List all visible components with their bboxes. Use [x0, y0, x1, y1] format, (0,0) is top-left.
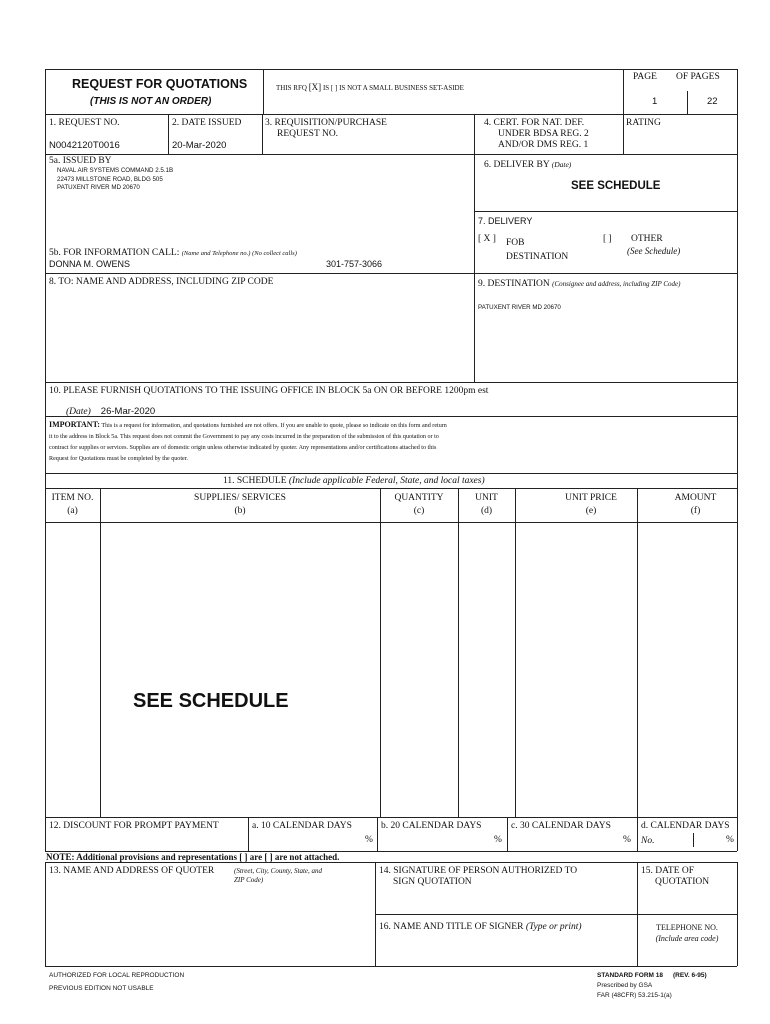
total-pages: 22	[707, 96, 718, 107]
discount-30-days[interactable]: c. 30 CALENDAR DAYS	[511, 821, 611, 831]
important-notice: IMPORTANT: This is a request for information, and quotations furnished are not offers. If you are unable to quote, please so indicate on this form and return it to the address in Block 5a. This request does not commit the Government to pay any costs incurred in the preparation of the submission of this quotation or to contract for supplies or services. Supplies are of domestic origin unless otherwise indicated by quoter. Any representations and/or certifications attached to this Request for Quotations must be completed by the quoter.	[49, 420, 447, 462]
of-pages-label: OF PAGES	[676, 72, 720, 82]
request-no-value[interactable]: N0042120T0016	[49, 140, 120, 151]
to-name-address-label: 8. TO: NAME AND ADDRESS, INCLUDING ZIP CODE	[49, 277, 274, 287]
issued-by-label: 5a. ISSUED BY	[49, 156, 112, 166]
schedule-body-text: SEE SCHEDULE	[133, 690, 289, 712]
date-issued-value[interactable]: 20-Mar-2020	[172, 140, 227, 151]
set-aside-checkbox-is-not[interactable]: [ ]	[330, 84, 338, 92]
page-label: PAGE	[633, 72, 657, 82]
info-call-phone[interactable]: 301-757-3066	[326, 259, 383, 269]
col-quantity: QUANTITY (c)	[394, 493, 444, 516]
col-unit: UNIT (d)	[475, 493, 498, 516]
discount-days-no: No.	[641, 836, 655, 846]
deliver-by-value[interactable]: SEE SCHEDULE	[571, 180, 661, 192]
destination-label: 9. DESTINATION (Consignee and address, including ZIP Code)	[478, 279, 681, 289]
discount-20-days[interactable]: b. 20 CALENDAR DAYS	[381, 821, 482, 831]
page-number: 1	[652, 96, 658, 107]
form-title: REQUEST FOR QUOTATIONS	[72, 77, 248, 91]
fob-destination-checkbox[interactable]: [ X ]	[478, 234, 496, 244]
quotation-due-date: (Date) 26-Mar-2020	[66, 406, 156, 417]
discount-calendar-days[interactable]: d. CALENDAR DAYS	[641, 821, 730, 831]
col-supplies-services: SUPPLIES/ SERVICES (b)	[194, 493, 286, 516]
requisition-label: 3. REQUISITION/PURCHASE REQUEST NO.	[265, 118, 387, 139]
additional-provisions-note: NOTE: Additional provisions and representations [ ] are [ ] are not attached.	[46, 852, 340, 862]
signature-label: 14. SIGNATURE OF PERSON AUTHORIZED TO SIGN QUOTATION	[379, 866, 578, 887]
quotation-date-label: 15. DATE OF QUOTATION	[641, 866, 710, 887]
other-checkbox[interactable]: [ ]	[603, 234, 612, 244]
footer-form-info: STANDARD FORM 18 (REV. 6-95) Prescribed by GSA FAR (48CFR) 53.215-1(a)	[597, 972, 707, 999]
col-amount: AMOUNT (f)	[674, 493, 717, 516]
telephone-label: TELEPHONE NO. (Include area code)	[655, 923, 719, 943]
schedule-title: 11. SCHEDULE (Include applicable Federal, State, and local taxes)	[223, 476, 485, 486]
info-call-name[interactable]: DONNA M. OWENS	[49, 259, 131, 269]
destination-value[interactable]: PATUXENT RIVER MD 20670	[478, 304, 561, 311]
cert-nat-def-label: 4. CERT. FOR NAT. DEF. UNDER BDSA REG. 2 AND/OR DMS REG. 1	[484, 118, 589, 150]
rating-label: RATING	[626, 118, 661, 128]
discount-20-pct: %	[494, 835, 502, 845]
quotation-due-date-value[interactable]: 26-Mar-2020	[100, 406, 156, 417]
discount-10-days[interactable]: a. 10 CALENDAR DAYS	[252, 821, 352, 831]
issued-by-address: NAVAL AIR SYSTEMS COMMAND 2.5.1B 22473 MILLSTONE ROAD, BLDG 505 PATUXENT RIVER MD 20670	[57, 167, 174, 191]
deliver-by-label: 6. DELIVER BY (Date)	[484, 160, 572, 170]
col-unit-price: UNIT PRICE (e)	[565, 493, 617, 516]
other-label: OTHER	[631, 234, 663, 244]
fob-destination-label: FOB DESTINATION	[506, 238, 569, 262]
delivery-label: 7. DELIVERY	[478, 216, 533, 226]
discount-calendar-pct: %	[726, 835, 734, 845]
discount-30-pct: %	[623, 835, 631, 845]
discount-label: 12. DISCOUNT FOR PROMPT PAYMENT	[49, 821, 219, 831]
request-no-label: 1. REQUEST NO.	[49, 118, 120, 128]
quoter-name-address-label: 13. NAME AND ADDRESS OF QUOTER	[49, 866, 215, 876]
set-aside-checkbox-is[interactable]: [X]	[308, 82, 322, 92]
date-issued-label: 2. DATE ISSUED	[172, 118, 242, 128]
furnish-quotations-text: 10. PLEASE FURNISH QUOTATIONS TO THE ISSUING OFFICE IN BLOCK 5a ON OR BEFORE 1200pm est	[49, 386, 489, 396]
signer-name-title-label: 16. NAME AND TITLE OF SIGNER (Type or print)	[379, 922, 582, 932]
discount-10-pct: %	[365, 835, 373, 845]
small-business-set-aside: THIS RFQ [X] IS [ ] IS NOT A SMALL BUSINESS SET-ASIDE	[276, 82, 464, 92]
other-hint: (See Schedule)	[627, 246, 681, 256]
col-item-no: ITEM NO. (a)	[51, 493, 94, 516]
quoter-address-hint: (Street, City, County, State, and ZIP Code)	[234, 867, 323, 884]
form-subtitle: (THIS IS NOT AN ORDER)	[90, 96, 212, 107]
footer-left: AUTHORIZED FOR LOCAL REPRODUCTION PREVIOUS EDITION NOT USABLE	[49, 972, 185, 992]
info-call-label: 5b. FOR INFORMATION CALL: (Name and Telephone no.) (No collect calls)	[49, 248, 297, 258]
